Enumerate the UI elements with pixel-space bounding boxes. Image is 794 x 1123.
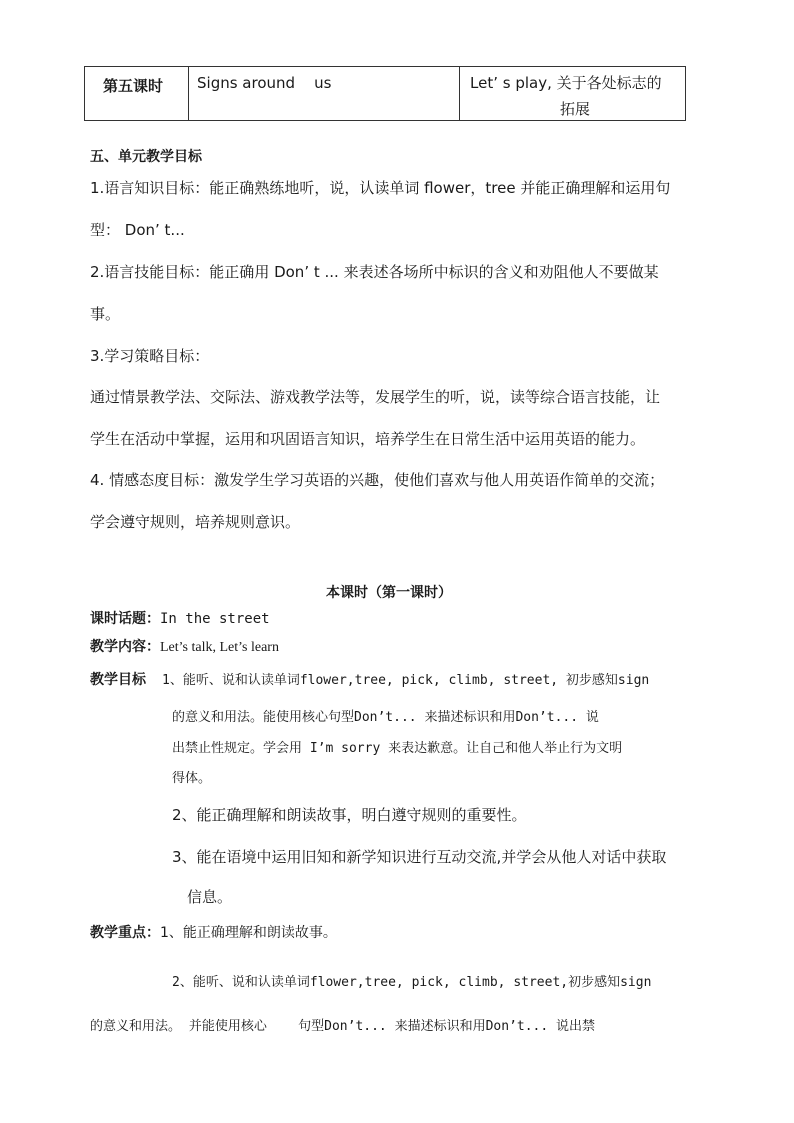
goal3-line2: 学生在活动中掌握，运用和巩固语言知识，培养学生在日常生活中运用英语的能力。: [90, 430, 646, 448]
goal1-line1: 1.语言知识目标：能正确熟练地听，说，认读单词 flower，tree 并能正确理解和运用句: [90, 179, 671, 197]
goal3-title: 3.学习策略目标：: [90, 347, 210, 365]
goal4-line2: 学会遵守规则，培养规则意识。: [90, 513, 301, 531]
lesson-note-line2: 拓展: [560, 100, 591, 118]
objective1-line4: 得体。: [172, 771, 212, 786]
key-points-line: [90, 922, 337, 942]
key-points-label: 教学重点：: [90, 925, 160, 941]
lesson-note-cell: [460, 67, 685, 120]
unit-goals-heading: 五、单元教学目标: [90, 149, 202, 165]
objective1-line2: 的意义和用法。能使用核心句型Don’t... 来描述标识和用Don’t... 说: [172, 710, 599, 725]
goal3-line1: 通过情景教学法、交际法、游戏教学法等，发展学生的听，说，读等综合语言技能，让: [90, 388, 661, 406]
topic-value: In the street: [160, 611, 270, 627]
lesson-number-cell: [85, 67, 189, 120]
objective2: 2、能正确理解和朗读故事，明白遵守规则的重要性。: [172, 806, 527, 824]
key-point2-line2: 的意义和用法。 并能使用核心 句型Don’t... 来描述标识和用Don’t... 说出禁: [90, 1019, 596, 1034]
lesson-table-row: [84, 66, 686, 121]
content-line: [90, 636, 279, 656]
topic-label: 课时话题：: [90, 611, 160, 627]
objectives-label: 教学目标: [90, 672, 146, 688]
topic-line: [90, 608, 270, 628]
lesson-number: 第五课时: [103, 77, 164, 95]
goal2-line2: 事。: [90, 305, 121, 323]
key-point2-line1: 2、能听、说和认读单词flower,tree, pick, climb, street,初步感知sign: [172, 975, 652, 990]
lesson-heading: 本课时（第一课时）: [326, 585, 452, 601]
lesson-note-line1: Let’ s play, 关于各处标志的: [470, 74, 662, 92]
goal2-line1: 2.语言技能目标：能正确用 Don’ t ... 来表述各场所中标识的含义和劝阻他人不要做某: [90, 263, 659, 281]
objective3-line1: 3、能在语境中运用旧知和新学知识进行互动交流,并学会从他人对话中获取: [172, 848, 667, 866]
objective1-line1: 1、能听、说和认读单词flower,tree, pick, climb, street, 初步感知sign: [162, 673, 650, 688]
objective3-line2: 信息。: [187, 888, 233, 906]
content-value: Let’s talk, Let’s learn: [160, 640, 279, 655]
goal4-line1: 4. 情感态度目标：激发学生学习英语的兴趣，使他们喜欢与他人用英语作简单的交流；: [90, 471, 665, 489]
lesson-title-cell: [189, 67, 460, 120]
lesson-title: Signs around us: [197, 74, 332, 92]
objective1-line3: 出禁止性规定。学会用 I’m sorry 来表达歉意。让自己和他人举止行为文明: [172, 741, 623, 756]
goal1-line2: 型： Don’ t...: [90, 221, 185, 239]
key-point1: 1、能正确理解和朗读故事。: [160, 925, 337, 941]
content-label: 教学内容：: [90, 639, 160, 655]
